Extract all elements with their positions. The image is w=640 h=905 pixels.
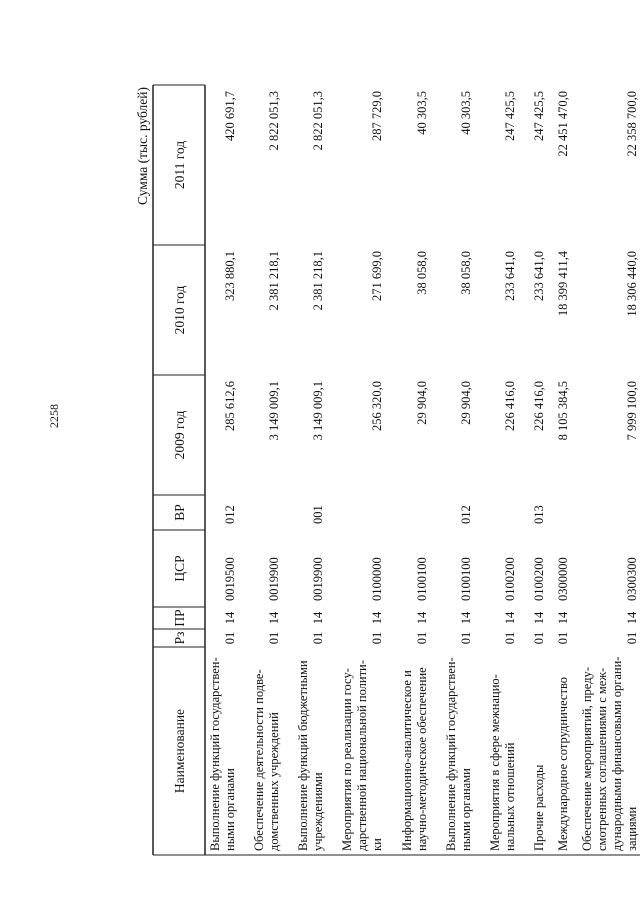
row-vr: 012 [459, 505, 473, 524]
table-header [172, 141, 187, 793]
row-vr: 012 [223, 505, 237, 524]
page-number: 2258 [47, 404, 61, 428]
row-value-2009: 29 904,0 [415, 381, 429, 425]
row-value-2011: 420 691,7 [223, 91, 237, 141]
row-pr: 14 [415, 611, 429, 625]
row-csr: 0100100 [415, 557, 429, 601]
header-pr: ПР [172, 609, 187, 627]
row-rz: 01 [415, 631, 429, 645]
table-row [252, 91, 281, 851]
row-csr: 0100100 [459, 557, 473, 601]
table-row [400, 91, 429, 851]
row-rz: 01 [223, 631, 237, 645]
row-csr: 0300300 [625, 557, 639, 601]
row-value-2010: 2 381 218,1 [311, 251, 325, 311]
unit-caption: Сумма (тыс. рублей) [135, 87, 150, 205]
row-name-line: домственных учреждений [267, 712, 281, 851]
row-value-2010: 323 880,1 [223, 251, 237, 301]
header-csr: ЦСР [172, 555, 187, 582]
row-name-line: смотренных соглашениями с меж- [595, 667, 609, 851]
row-value-2009: 29 904,0 [459, 381, 473, 425]
row-vr: 013 [532, 505, 546, 524]
row-value-2011: 2 822 051,3 [267, 91, 281, 151]
row-name-line: ки [370, 838, 384, 851]
table-row [488, 91, 517, 851]
row-name-line: дународными финансовыми органи- [610, 656, 624, 851]
row-value-2011: 287 729,0 [370, 91, 384, 141]
row-value-2010: 2 381 218,1 [267, 251, 281, 311]
row-rz: 01 [625, 631, 639, 645]
row-value-2009: 285 612,6 [223, 381, 237, 431]
row-value-2009: 226 416,0 [503, 381, 517, 431]
row-csr: 0300000 [556, 557, 570, 601]
row-pr: 14 [532, 611, 546, 625]
row-value-2011: 40 303,5 [459, 91, 473, 135]
row-name-line: ными органами [223, 768, 237, 851]
row-name-line: Обеспечение мероприятий, преду- [580, 667, 594, 851]
row-name-line: Мероприятия в сфере межнацио- [488, 674, 502, 851]
row-value-2010: 233 641,0 [503, 251, 517, 301]
row-name-line: Выполнение функций государствен- [208, 657, 222, 851]
table-row [556, 91, 570, 851]
row-csr: 0019900 [267, 557, 281, 601]
row-csr: 0100200 [503, 557, 517, 601]
row-pr: 14 [223, 611, 237, 625]
row-name-line: зациями [625, 806, 639, 851]
row-pr: 14 [625, 611, 639, 625]
row-rz: 01 [311, 631, 325, 645]
table-row [296, 91, 325, 851]
row-name-line: Выполнение функций бюджетными [296, 660, 310, 851]
row-csr: 0100000 [370, 557, 384, 601]
row-value-2010: 38 058,0 [415, 251, 429, 295]
row-value-2011: 22 451 470,0 [556, 91, 570, 157]
row-name-line: научно-методическое обеспечение [415, 667, 429, 851]
row-value-2010: 233 641,0 [532, 251, 546, 301]
row-value-2011: 2 822 051,3 [311, 91, 325, 151]
row-name-line: Прочие расходы [532, 764, 546, 851]
row-name-line: дарственной национальной полити- [355, 660, 369, 851]
row-name-line: учреждениями [311, 772, 325, 851]
row-name-line: нальных отношений [503, 742, 517, 851]
row-value-2011: 22 358 700,0 [625, 91, 639, 157]
row-name-line: Выполнение функций государствен- [444, 657, 458, 851]
row-value-2009: 7 999 100,0 [625, 381, 639, 441]
row-value-2011: 40 303,5 [415, 91, 429, 135]
row-vr: 001 [311, 505, 325, 524]
row-value-2011: 247 425,5 [532, 91, 546, 141]
row-pr: 14 [311, 611, 325, 625]
row-rz: 01 [370, 631, 384, 645]
row-name-line: Международное сотрудничество [556, 676, 570, 851]
header-y2011: 2011 год [172, 140, 187, 190]
row-pr: 14 [370, 611, 384, 625]
row-rz: 01 [556, 631, 570, 645]
row-value-2009: 256 320,0 [370, 381, 384, 431]
row-pr: 14 [459, 611, 473, 625]
budget-table [135, 85, 640, 855]
row-value-2010: 271 699,0 [370, 251, 384, 301]
row-rz: 01 [459, 631, 473, 645]
row-value-2009: 3 149 009,1 [311, 381, 325, 441]
row-name-line: Информационно-аналитическое и [400, 670, 414, 851]
row-rz: 01 [503, 631, 517, 645]
row-value-2011: 247 425,5 [503, 91, 517, 141]
row-name-line: Мероприятия по реализации госу- [340, 668, 354, 851]
row-csr: 0100200 [532, 557, 546, 601]
table-body [208, 91, 639, 851]
row-pr: 14 [556, 611, 570, 625]
row-pr: 14 [267, 611, 281, 625]
row-value-2009: 8 105 384,5 [556, 381, 570, 441]
header-rz: Рз [172, 631, 187, 645]
row-value-2010: 38 058,0 [459, 251, 473, 295]
row-name-line: Обеспечение деятельности подве- [252, 669, 266, 851]
header-name: Наименование [172, 708, 187, 794]
row-pr: 14 [503, 611, 517, 625]
row-name-line: ными органами [459, 768, 473, 851]
row-csr: 0019500 [223, 557, 237, 601]
table-row [580, 91, 639, 851]
row-value-2010: 18 399 411,4 [556, 251, 570, 317]
header-y2009: 2009 год [172, 410, 187, 460]
row-value-2009: 226 416,0 [532, 381, 546, 431]
row-rz: 01 [267, 631, 281, 645]
table-row [208, 91, 237, 851]
row-rz: 01 [532, 631, 546, 645]
table-row [444, 91, 473, 851]
table-row [532, 91, 546, 851]
header-vr: ВР [172, 504, 187, 521]
table-row [340, 91, 384, 851]
row-value-2010: 18 306 440,0 [625, 251, 639, 317]
row-csr: 0019900 [311, 557, 325, 601]
row-value-2009: 3 149 009,1 [267, 381, 281, 441]
header-y2010: 2010 год [172, 285, 187, 335]
